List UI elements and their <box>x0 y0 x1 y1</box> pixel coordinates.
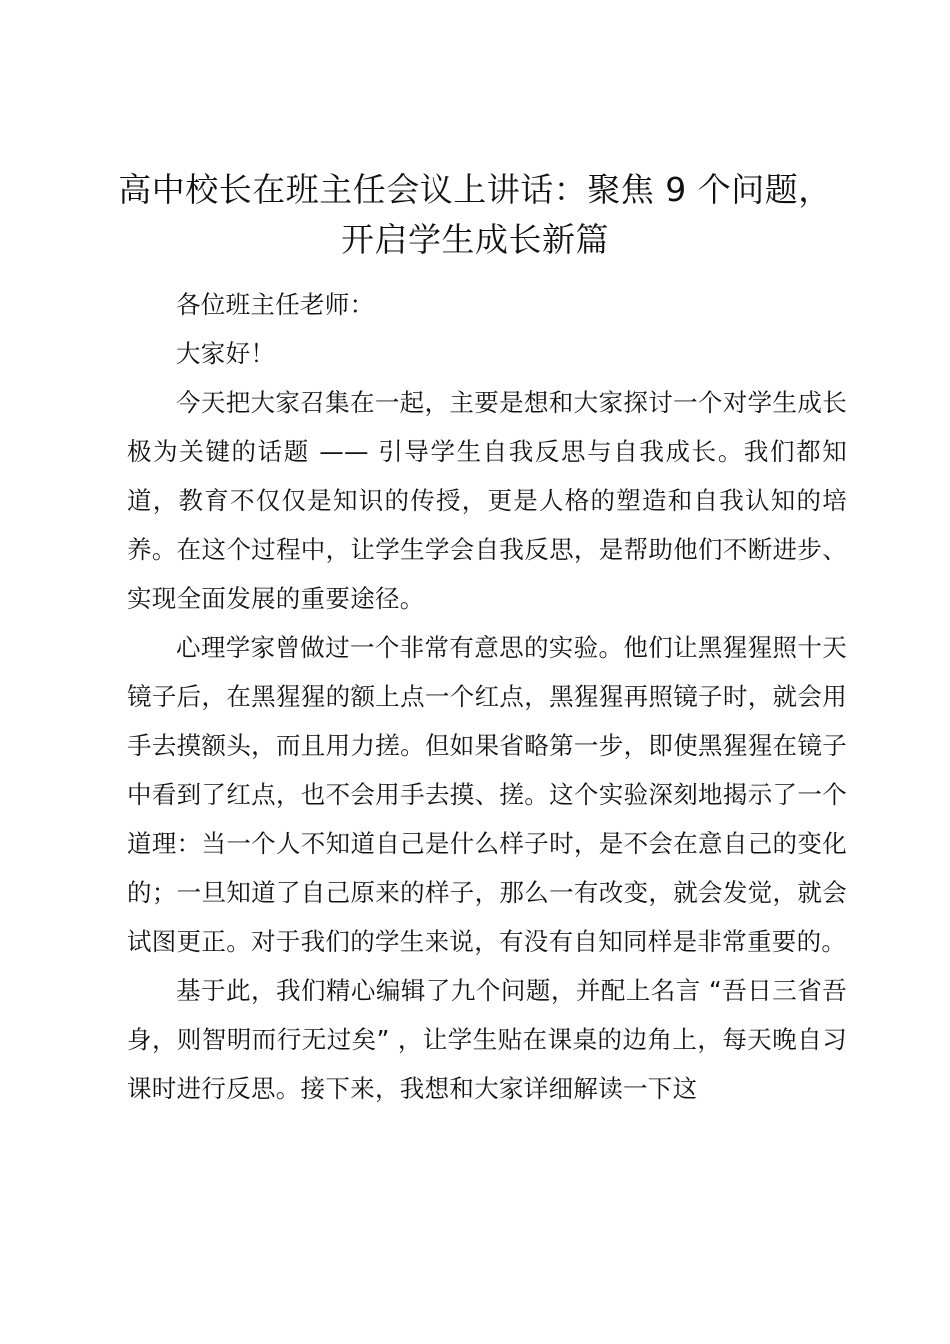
paragraph-intro: 今天把大家召集在一起，主要是想和大家探讨一个对学生成长极为关键的话题 —— 引导学生自我反思与自我成长。我们都知道，教育不仅仅是知识的传授，更是人格的塑造和自我认知的培养。在这个过程中，让学生学会自我反思，是帮助他们不断进步、实现全面发展的重要途径。 <box>127 388 847 613</box>
paragraph-nine-questions: 基于此，我们精心编辑了九个问题，并配上名言 “吾日三省吾身，则智明而行无过矣” ，让学生贴在课桌的边角上，每天晚自习课时进行反思。接下来，我想和大家详细解读一下这 <box>127 976 847 1103</box>
greeting: 大家好！ <box>176 339 276 368</box>
paragraph-experiment: 心理学家曾做过一个非常有意思的实验。他们让黑猩猩照十天镜子后，在黑猩猩的额上点一个红点，黑猩猩再照镜子时，就会用手去摸额头，而且用力搓。但如果省略第一步，即使黑猩猩在镜子中看到了红点，也不会用手去摸、搓。这个实验深刻地揭示了一个道理：当一个人不知道自己是什么样子时，是不会在意自己的变化的；一旦知道了自己原来的样子，那么一有改变，就会发觉，就会试图更正。对于我们的学生来说，有没有自知同样是非常重要的。 <box>127 633 847 956</box>
document-title <box>100 165 850 265</box>
title-line-1: 高中校长在班主任会议上讲话：聚焦 9 个问题， <box>118 170 832 209</box>
salutation: 各位班主任老师： <box>176 290 375 319</box>
title-line-2: 开启学生成长新篇 <box>341 220 609 259</box>
document-body <box>127 280 847 1113</box>
